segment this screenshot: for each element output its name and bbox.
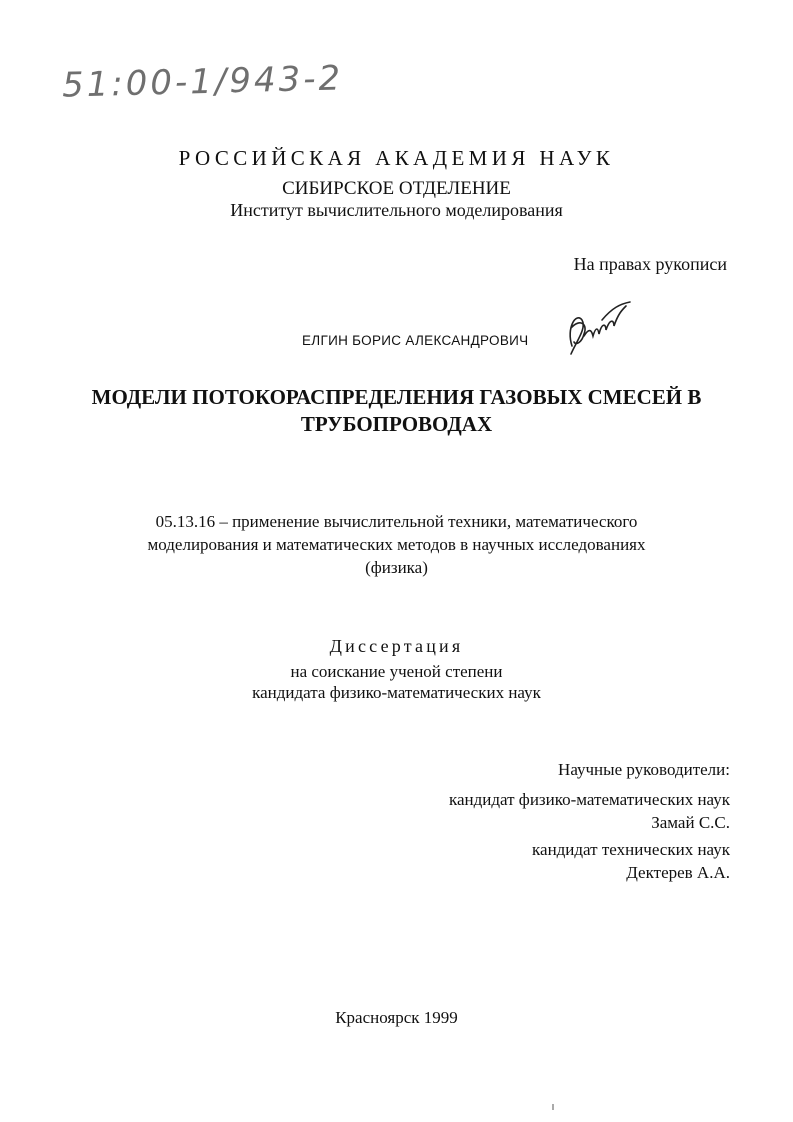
branch-name: СИБИРСКОЕ ОТДЕЛЕНИЕ xyxy=(282,178,511,199)
city-year: Красноярск 1999 xyxy=(335,1008,458,1027)
supervisors-heading: Научные руководители: xyxy=(558,760,730,779)
supervisor-name: Замай С.С. xyxy=(651,813,730,832)
specialty-code xyxy=(0,510,793,579)
degree-purpose: на соискание ученой степени xyxy=(290,662,503,681)
scan-artifact xyxy=(552,1104,554,1110)
degree-block xyxy=(0,661,793,703)
author-signature xyxy=(562,298,634,360)
author-name: ЕЛГИН БОРИС АЛЕКСАНДРОВИЧ xyxy=(302,333,529,348)
dissertation-type: Диссертация xyxy=(329,636,464,656)
dissertation-title xyxy=(0,384,793,438)
specialty-line-2: моделирования и математических методов в научных исследованиях xyxy=(147,535,646,554)
supervisor-degree: кандидат технических наук xyxy=(532,840,730,859)
title-line-2: ТРУБОПРОВОДАХ xyxy=(300,412,493,436)
supervisor-degree: кандидат физико-математических наук xyxy=(448,790,730,809)
supervisor-2 xyxy=(532,838,730,884)
rights-note: На правах рукописи xyxy=(573,254,727,274)
supervisor-1 xyxy=(449,788,730,834)
specialty-line-1: 05.13.16 – применение вычислительной техники, математического xyxy=(155,512,638,531)
archive-stamp-code: 51:00-1/943-2 xyxy=(61,58,344,106)
degree-name: кандидата физико-математических наук xyxy=(252,683,541,702)
institute-name: Институт вычислительного моделирования xyxy=(230,200,563,220)
title-line-1: МОДЕЛИ ПОТОКОРАСПРЕДЕЛЕНИЯ ГАЗОВЫХ СМЕСЕЙ В xyxy=(91,385,702,409)
specialty-line-3: (физика) xyxy=(365,558,428,577)
academy-name: РОССИЙСКАЯ АКАДЕМИЯ НАУК xyxy=(178,146,615,170)
supervisor-name: Дектерев А.А. xyxy=(626,863,730,882)
